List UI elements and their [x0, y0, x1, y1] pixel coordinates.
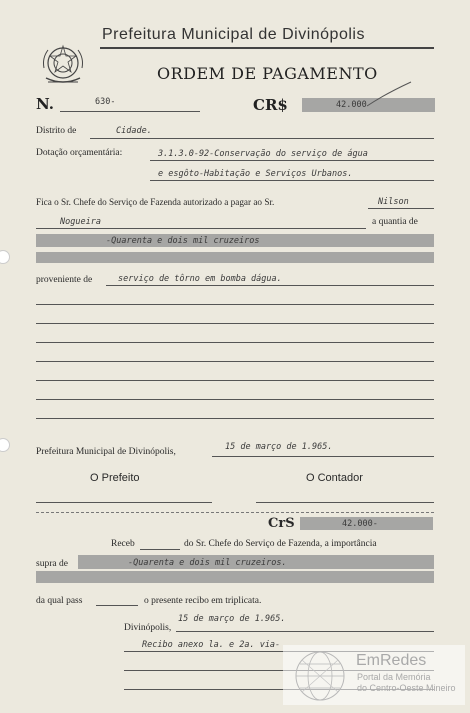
blank-line-5: [36, 380, 434, 381]
number-value: 630-: [95, 97, 116, 107]
signature-date: 15 de março de 1.965.: [225, 442, 333, 452]
quantia-label: a quantia de: [372, 217, 418, 227]
receipt-amount-words: -Quarenta e dois mil cruzeiros.: [128, 558, 287, 568]
receipt-words-shade-2: [36, 571, 434, 583]
blank-line-3: [36, 342, 434, 343]
pass-text: o presente recibo em triplicata.: [144, 596, 262, 606]
payee-first-line: [368, 208, 434, 209]
punch-hole-top: [0, 250, 10, 264]
signature-date-line: [212, 456, 434, 457]
receipt-annex: Recibo anexo la. e 2a. via-: [142, 640, 281, 650]
currency-label: CR$: [253, 96, 288, 114]
dotacao-line2-rule: [150, 180, 434, 181]
contador-label: O Contador: [306, 472, 363, 484]
signature-place: Prefeitura Municipal de Divinópolis,: [36, 447, 176, 457]
proveniente-line: [106, 285, 434, 286]
receipt-currency-label: CrS: [268, 516, 295, 531]
blank-line-4: [36, 361, 434, 362]
pass-label: da qual pass: [36, 596, 83, 606]
proveniente-label: proveniente de: [36, 275, 93, 285]
blank-line-6: [36, 399, 434, 400]
prefeito-label: O Prefeito: [90, 472, 140, 484]
punch-hole-bottom: [0, 438, 10, 452]
receb-text: do Sr. Chefe do Serviço de Fazenda, a importância: [184, 539, 377, 549]
watermark-brand: EmRedes: [356, 652, 427, 669]
receb-line: [140, 549, 180, 550]
section-divider: [36, 512, 434, 513]
authorization-text: Fica o Sr. Chefe do Serviço de Fazenda autorizado a pagar ao Sr.: [36, 197, 275, 207]
dotacao-line1: 3.1.3.0-92-Conservação do serviço de água: [158, 149, 368, 159]
receipt-place: Divinópolis,: [124, 623, 172, 633]
amount-words-shade-2: [36, 252, 434, 263]
amount-words: -Quarenta e dois mil cruzeiros: [106, 236, 260, 246]
amount-value: 42.000: [336, 100, 367, 110]
receipt-amount: 42.000-: [342, 519, 378, 529]
prefeito-signature-line: [36, 502, 212, 503]
pass-line: [96, 605, 138, 606]
number-label: N.: [36, 95, 54, 113]
blank-line-7: [36, 418, 434, 419]
document-title: ORDEM DE PAGAMENTO: [157, 64, 378, 83]
blank-line-1: [36, 304, 434, 305]
header-rule: [100, 47, 434, 49]
payee-last-line: [36, 228, 366, 229]
district-line: [90, 138, 434, 139]
check-mark-icon: [365, 80, 415, 110]
dotacao-line2: e esgôto-Habitação e Serviços Urbanos.: [158, 169, 353, 179]
proveniente-value: serviço de tôrno em bomba dágua.: [118, 274, 282, 284]
district-value: Cidade.: [116, 126, 152, 136]
receipt-date-line: [176, 631, 434, 632]
payee-first-name: Nilson: [378, 197, 409, 207]
coat-of-arms-icon: [38, 38, 88, 88]
number-line: [60, 111, 200, 112]
receipt-date: 15 de março de 1.965.: [178, 614, 286, 624]
prefecture-title: Prefeitura Municipal de Divinópolis: [102, 26, 365, 43]
watermark-subtitle-2: do Centro-Oeste Mineiro: [357, 683, 456, 693]
payee-last-name: Nogueira: [60, 217, 101, 227]
dotacao-label: Dotação orçamentária:: [36, 148, 123, 158]
blank-line-2: [36, 323, 434, 324]
receb-label: Receb: [111, 539, 135, 549]
dotacao-line1-rule: [150, 160, 434, 161]
watermark-subtitle-1: Portal da Memória: [357, 672, 431, 682]
contador-signature-line: [256, 502, 434, 503]
globe-logo-icon: [292, 648, 348, 704]
district-label: Distrito de: [36, 126, 77, 136]
supra-label: supra de: [36, 559, 68, 569]
